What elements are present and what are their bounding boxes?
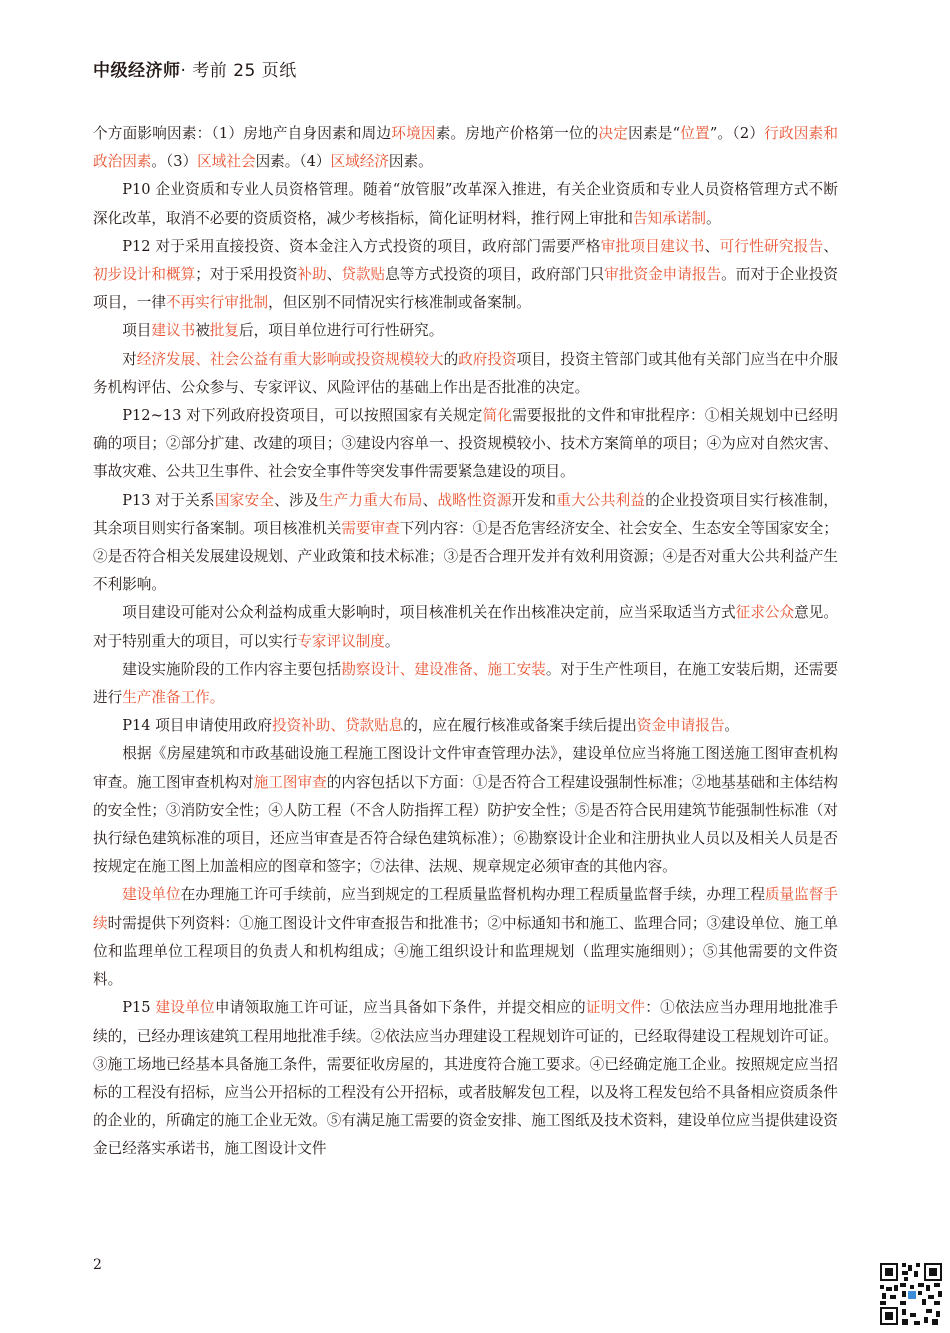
body-text: 、涉及: [274, 491, 319, 509]
paragraph-12: [93, 881, 838, 994]
body-text: 因素。: [388, 153, 433, 171]
body-text: 的: [443, 350, 459, 368]
highlighted-text: 贷款贴: [341, 266, 386, 284]
body-text: 。: [705, 209, 721, 227]
highlighted-text: 需要审查: [341, 519, 400, 537]
body-text: 、: [326, 266, 342, 284]
body-text: 素。房地产价格第一位的: [435, 125, 599, 142]
highlighted-text: 不再实行审批制: [165, 294, 269, 312]
body-text: 的企业投资项目实行核准制，其余项目则实行备案制。项目核准机关: [93, 491, 838, 537]
highlighted-text: 生产力重大布局: [318, 491, 423, 509]
body-text: 意见。对于特别重大的项目，可以实行: [93, 604, 838, 650]
paragraph-10: [93, 712, 838, 740]
page-number: 2: [93, 1257, 102, 1273]
paragraph-7: [93, 487, 838, 600]
highlighted-text: 批复: [209, 322, 239, 340]
body-text: P12~13 对下列政府投资项目，可以按照国家有关规定: [122, 407, 483, 425]
highlighted-text: 质量监督手续: [93, 886, 838, 932]
highlighted-text: 区域经济: [330, 153, 389, 171]
paragraph-13: [93, 994, 838, 1163]
body-text: 开发和: [511, 491, 557, 509]
body-text: 需要报批的文件和审批程序：①相关规划中已经明确的项目；②部分扩建、改建的项目；③建设内容单一、投资规模较小、技术方案简单的项目；④为应对自然灾害、事故灾难、公共卫生事件、社会安全事件等突发事件需要紧急建设的项目。: [93, 407, 838, 481]
highlighted-text: 建设单位: [122, 886, 181, 904]
paragraph-8: [93, 599, 838, 655]
body-text: 、: [422, 491, 438, 509]
paragraph-9: [93, 656, 838, 712]
body-text: P10 企业资质和专业人员资格管理。随着“放管服”改革深入推进，有关企业资质和专业人员资格管理方式不断深化改革，取消不必要的资质资格，减少考核指标，简化证明材料，推行网上审批和: [93, 181, 838, 227]
highlighted-text: 资金申请报告: [636, 717, 725, 735]
highlighted-text: 重大公共利益: [556, 491, 646, 509]
body-text: 、: [823, 237, 838, 255]
body-text: 项目建设可能对公众利益构成重大影响时，项目核准机关在作出核准决定前，应当采取适当方式: [122, 604, 736, 622]
paragraph-1: [93, 120, 838, 176]
highlighted-text: 行政因素和政治因素: [93, 125, 838, 171]
body-text: 的，应在履行核准或备案手续后提出: [403, 717, 637, 735]
body-text: P14 项目申请使用政府: [122, 717, 272, 735]
paragraph-3: [93, 233, 838, 318]
paragraph-5: [93, 346, 838, 402]
highlighted-text: 告知承诺制: [632, 209, 706, 227]
highlighted-text: 证明文件: [585, 999, 646, 1017]
body-text: ：①依法应当办理用地批准手续的，已经办理该建筑工程用地批准手续。②依法应当办理建设工程规划许可证的，已经取得建设工程规划许可证。③施工场地已经基本具备施工条件，需要征收房屋的，其进度符合施工要求。④已经确定施工企业。按照规定应当招标的工程没有招标，应当公开招标的工程没有公开招标，或者肢解发包工程，以及将工程发包给不具备相应资质条件的企业的，所确定的施工企业无效。⑤有满足施工需要的资金安排、施工图纸及技术资料，建设单位应当提供建设资金已经落实承诺书，施工图设计文件: [93, 999, 838, 1158]
body-text: 后，项目单位进行可行性研究。: [239, 322, 444, 340]
paragraph-2: [93, 176, 838, 232]
body-text: 项目，投资主管部门或其他有关部门应当在中介服务机构评估、公众参与、专家评议、风险评估的基础上作出是否批准的决定。: [93, 350, 838, 396]
highlighted-text: 国家安全: [214, 491, 275, 509]
qr-code-icon: [878, 1261, 944, 1327]
body-text: 因素是“: [628, 125, 681, 142]
body-text: 因素。（4）: [255, 153, 331, 171]
header-title: 中级经济师: [93, 61, 181, 81]
body-text: 对: [122, 350, 137, 368]
highlighted-text: 可行性研究报告: [719, 237, 824, 255]
highlighted-text: 政府投资: [458, 350, 517, 368]
body-text: 申请领取施工许可证，应当具备如下条件，并提交相应的: [214, 999, 586, 1017]
highlighted-text: 战略性资源: [437, 491, 512, 509]
highlighted-text: 位置: [680, 125, 710, 142]
body-text: 建设实施阶段的工作内容主要包括: [122, 660, 342, 678]
body-text: 。: [384, 632, 400, 650]
body-text: P15: [122, 999, 156, 1017]
body-text: 。对于生产性项目，在施工安装后期，还需要进行: [93, 660, 838, 707]
highlighted-text: 补助: [297, 266, 327, 284]
highlighted-text: 建设单位: [155, 999, 215, 1017]
highlighted-text: 建议书: [151, 322, 196, 340]
body-text: ”。（2）: [709, 125, 765, 142]
highlighted-text: 环境因: [391, 125, 436, 142]
highlighted-text: 审批项目建议书: [600, 237, 705, 255]
highlighted-text: 生产准备工作。: [122, 689, 225, 707]
highlighted-text: 初步设计和概算: [93, 266, 196, 284]
body-text: P13 对于关系: [122, 491, 215, 509]
body-text: P12 对于采用直接投资、资本金注入方式投资的项目，政府部门需要严格: [122, 237, 601, 255]
body-text: 。: [724, 717, 740, 735]
highlighted-text: 简化: [482, 407, 513, 425]
highlighted-text: 区域社会: [197, 153, 256, 171]
document-body: [93, 120, 838, 1164]
body-text: 。（3）: [151, 153, 198, 171]
highlighted-text: 经济发展、社会公益有重大影响或投资规模较大: [136, 350, 444, 368]
body-text: 息等方式投资的项目，政府部门只: [385, 266, 605, 284]
body-text: ；对于采用投资: [195, 266, 298, 284]
highlighted-text: 施工图审查: [253, 773, 327, 791]
body-text: 项目: [122, 322, 152, 340]
highlighted-text: 征求公众: [735, 604, 795, 622]
header-subtitle: · 考前 25 页纸: [180, 61, 297, 81]
highlighted-text: 审批资金申请报告: [604, 266, 722, 284]
highlighted-text: 投资补助、贷款贴息: [271, 717, 404, 735]
body-text: 根据《房屋建筑和市政基础设施工程施工图设计文件审查管理办法》，建设单位应当将施工图送施工图审查机构审查。施工图审查机构对: [93, 745, 838, 791]
body-text: 在办理施工许可手续前，应当到规定的工程质量监督机构办理工程质量监督手续，办理工程: [180, 886, 765, 904]
paragraph-6: [93, 402, 838, 487]
paragraph-11: [93, 740, 838, 881]
body-text: 。而对于企业投资项目，一律: [93, 266, 838, 312]
body-text: 的内容包括以下方面：①是否符合工程建设强制性标准；②地基基础和主体结构的安全性；③消防安全性；④人防工程（不含人防指挥工程）防护安全性；⑤是否符合民用建筑节能强制性标准（对执行绿色建筑标准的项目，还应当审查是否符合绿色建筑标准）；⑥勘察设计企业和注册执业人员以及相关人员是否按规定在施工图上加盖相应的图章和签字；⑦法律、法规、规章规定必须审查的其他内容。: [93, 773, 838, 876]
paragraph-4: [93, 317, 838, 345]
highlighted-text: 专家评议制度: [297, 632, 385, 650]
body-text: 时需提供下列资料：①施工图设计文件审查报告和批准书；②中标通知书和施工、监理合同；③建设单位、施工单位和监理单位工程项目的负责人和机构组成；④施工组织设计和监理规划（监理实施细则）；⑤其他需要的文件资料。: [93, 914, 838, 989]
body-text: 、: [704, 237, 720, 255]
page-header: [93, 56, 297, 81]
highlighted-text: 决定: [598, 125, 629, 142]
body-text: ，但区别不同情况实行核准制或备案制。: [268, 294, 531, 312]
body-text: 个方面影响因素：（1）房地产自身因素和周边: [93, 125, 392, 142]
body-text: 被: [195, 322, 210, 340]
highlighted-text: 勘察设计、建设准备、施工安装: [341, 660, 546, 678]
body-text: 下列内容：①是否危害经济安全、社会安全、生态安全等国家安全；②是否符合相关发展建设规划、产业政策和技术标准；③是否合理开发并有效利用资源；④是否对重大公共利益产生不利影响。: [93, 519, 838, 594]
